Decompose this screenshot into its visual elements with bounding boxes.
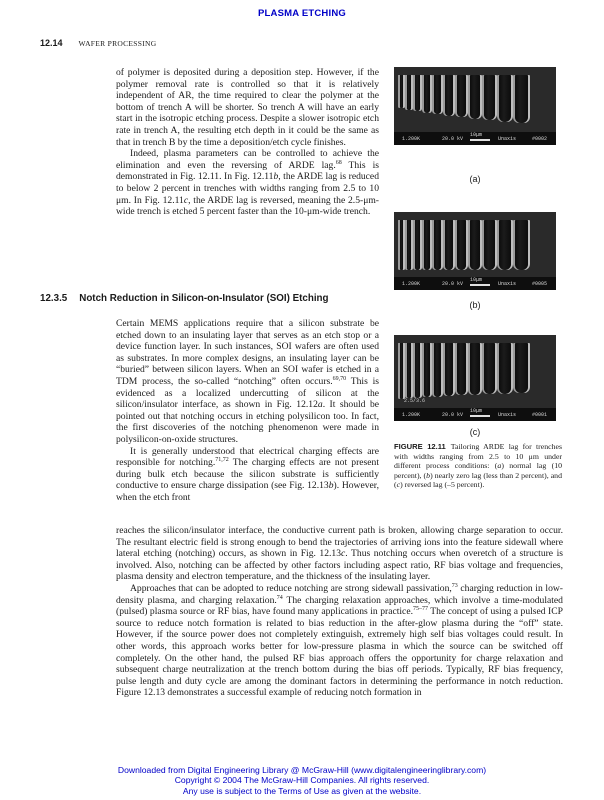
trench-wall-gap: [400, 75, 403, 108]
running-head-section: WAFER PROCESSING: [78, 39, 157, 48]
charging-paragraph-start: It is generally understood that electrical charging effects are responsible for notching.$^{71,72}$ The charging effects are not present during bulk etch because the silicon substrate is sufficiently conductive to ensure charge dissipation (see Fig. 12.13b). However, when the etch front: [116, 445, 379, 503]
intro-paragraph: of polymer is deposited during a deposition step. However, if the polymer removal rate is controlled so that it is relatively independent of AR, the time required to clear the polymer at the bottom of trench A will be shorter. So trench A will have an early start in the isotropic etching process. Despite a slower isotropic etch rate in trench A, the resulting etch depth in it could be the same as that in trench B by the time a deposition/etch cycle finishes.: [116, 67, 379, 148]
trench-wall-gap: [470, 75, 480, 119]
trench-wall-gap: [424, 220, 430, 270]
trench-wall-gap: [457, 75, 466, 117]
soi-paragraph: Certain MEMS applications require that a silicon substrate be etched down to an insulating layer that serves as an etch stop or a device function layer. In such instances, SOI wafers are often used as substrates. In more complex designs, an insulating layer can be “buried” between silicon layers. When an SOI wafer is etched in a TDM process, the so-called “notching” often occurs.$^{69,70}$ This is evidenced as a localized undercutting of silicon at the silicon/insulator interface, as shown in Fig. 12.12a. It should be pointed out that notching occurs in etching polysilicon too. In fact, the first discoveries of the notching phenomenon were made in polysilicon-on-oxide structures.: [116, 318, 379, 445]
arde-paragraph: Indeed, plasma parameters can be controlled to achieve the elimination and even the reversing of ARDE lag.$^{68}$ This is demonstrated in Fig. 12.11. In Fig. 12.11b, the ARDE lag is reduced to below 2 percent in trenches with widths ranging from 2.5 to 10 μm. In Fig. 12.11c, the ARDE lag is reversed, meaning the 2.5-μm-wide trench is etched 5 percent faster than the 10-μm-wide trench.: [116, 148, 379, 218]
trench-wall-gap: [457, 343, 466, 395]
trench-wall-gap: [499, 343, 511, 394]
panel-label-b: (b): [469, 300, 481, 310]
sem-image-b: [394, 212, 556, 290]
trench-wall-gap: [400, 343, 403, 399]
trench-wall-gap: [445, 220, 453, 270]
trench-wall-gap: [445, 343, 453, 396]
trench-wall-gap: [415, 75, 420, 111]
charging-paragraph-continued: reaches the silicon/insulator interface, the conductive current path is broken, allowing charge separation to occur. The resultant electric field is strong enough to bend the trajectories of arriving ions into the feature sidewall where lateral etching (notching) occurs, as shown in Fig. 12.13c. Thus notching occurs when overetch of a structure is involved. Also, notching can be affected by other factors including aspect ratio, RF bias voltage and frequencies, plasma density and electron temperature, and the thickness of the insulating layer.: [116, 525, 563, 583]
figure-label: FIGURE 12.11: [394, 442, 446, 451]
reference-superscript: 69,70: [332, 375, 347, 382]
reference-superscript: 68: [335, 159, 342, 166]
trench-wall-gap: [515, 343, 528, 393]
trench-wall-gap: [484, 75, 495, 120]
trench-wall-gap: [407, 343, 411, 398]
upper-column-text: [116, 67, 379, 218]
panel-label-c: (c): [469, 427, 481, 437]
figure-caption: FIGURE 12.11 Tailoring ARDE lag for trenches with widths ranging from 2.5 to 10 μm under different process conditions: (a) normal lag (10 percent), (b) nearly zero lag (less than 2 percent), and (c) reversed lag (–5 percent).: [394, 442, 562, 490]
reference-superscript: 71,72: [215, 457, 229, 464]
reference-superscript: 74: [276, 594, 283, 601]
approaches-paragraph: Approaches that can be adopted to reduce notching are strong sidewall passivation,$^{73}$ charging reduction in low-density plasma, and charging relaxation.$^{74}$ The charging relaxation approaches, which involve a time-modulated (pulsed) plasma source or RF bias, have found many applications in practice.$^{75-77}$ The concept of using a pulsed ICP source to reduce notch formation is related to bias reduction in the after-glow plasma during the “off” state. However, if the source power does not completely extinguish, extremely high self bias voltages could result. In other words, this approach works better for low-pressure plasma in which the source can be switched off completely. On the other hand, the pulsed RF bias approach offers the opportunity for charge relaxation and subsequent charge neutralization at the trench bottom during the bias off periods. Typically, RF bias frequency, pulse length and duty cycle are among the dominant factors in determining the performance in notch reduction. Figure 12.13 demonstrates a successful example of reducing notch formation in: [116, 582, 563, 699]
page-number: 12.14: [40, 38, 63, 48]
trench-wall-gap: [415, 220, 420, 270]
sem-image-a: [394, 67, 556, 145]
trench-wall-gap: [470, 220, 480, 270]
section-title: Notch Reduction in Silicon-on-Insulator (SOI) Etching: [79, 293, 329, 304]
trench-wall-gap: [434, 75, 441, 114]
sem-image-c: [394, 335, 556, 421]
panel-label-a: (a): [469, 174, 481, 184]
running-head: [40, 38, 156, 48]
footer-copyright: Copyright © 2004 The McGraw-Hill Companies. All rights reserved.: [174, 775, 430, 786]
trench-wall-gap: [434, 343, 441, 397]
trench-wall-gap: [470, 343, 480, 395]
trench-wall-gap: [499, 220, 511, 270]
trench-wall-gap: [415, 343, 420, 398]
trench-wall-gap: [499, 75, 511, 122]
trench-wall-gap: [484, 343, 495, 394]
trench-wall-gap: [445, 75, 453, 116]
trench-wall-gap: [407, 220, 411, 270]
section-number: 12.3.5: [40, 293, 68, 304]
section-heading: [40, 293, 329, 304]
trench-wall-gap: [484, 220, 495, 270]
trench-wall-gap: [515, 220, 528, 270]
trench-wall-gap: [407, 75, 411, 110]
footer-download-link[interactable]: Downloaded from Digital Engineering Library @ McGraw-Hill (www.digitalengineeringlibrary.com): [117, 765, 487, 775]
trench-wall-gap: [515, 75, 528, 123]
reference-superscript: 73: [451, 582, 458, 589]
trench-wall-gap: [424, 75, 430, 113]
trench-wall-gap: [434, 220, 441, 270]
sem-info-bar: 1.200K 20.0 kV 10μm Unaxis #0001: [394, 408, 556, 421]
scale-bar: [470, 284, 490, 286]
lower-column-text: [116, 318, 379, 504]
page-footer: [0, 765, 604, 796]
sem-extra-label: 2.5/3.6: [404, 398, 426, 404]
scale-bar: [470, 415, 490, 417]
chapter-banner: PLASMA ETCHING: [258, 8, 346, 19]
scale-bar: [470, 139, 490, 141]
trench-wall-gap: [457, 220, 466, 270]
full-width-text: [116, 525, 563, 699]
sem-info-bar: 1.200K 20.0 kV 10μm Unaxis #0002: [394, 132, 556, 145]
reference-superscript: 75–77: [412, 606, 428, 613]
trench-wall-gap: [424, 343, 430, 397]
footer-terms[interactable]: Any use is subject to the Terms of Use as given at the website.: [182, 785, 422, 796]
trench-wall-gap: [400, 220, 403, 270]
sem-info-bar: 1.200K 20.0 kV 10μm Unaxis #0005: [394, 277, 556, 290]
